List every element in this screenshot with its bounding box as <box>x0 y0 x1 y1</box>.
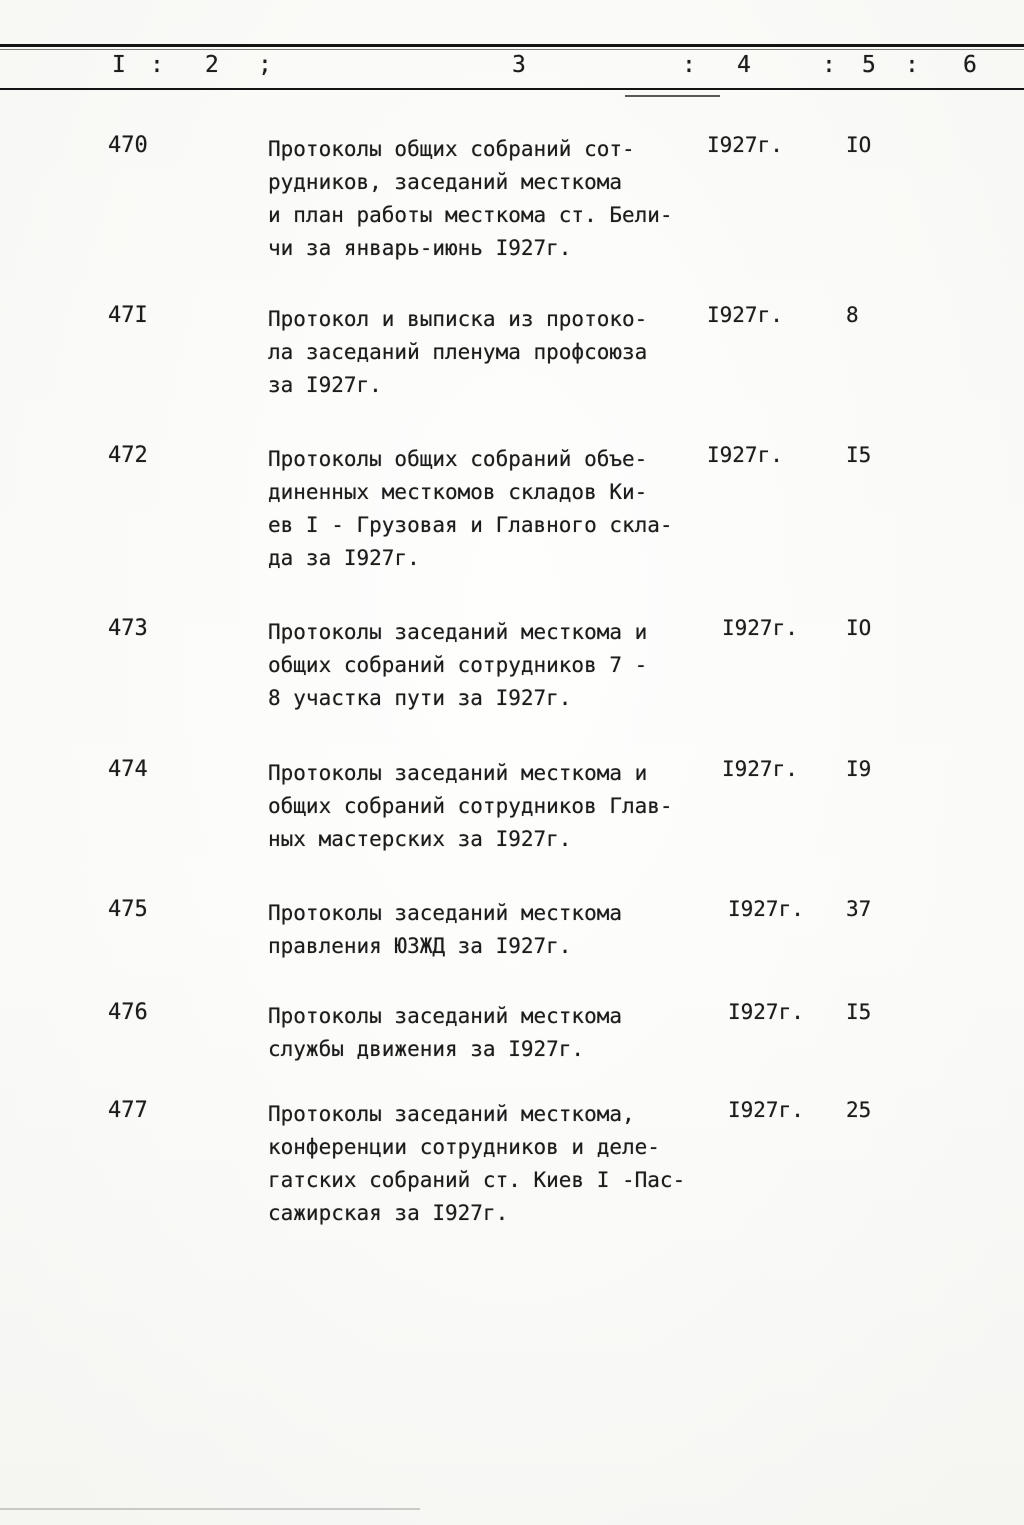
column-header-cell: 2 <box>205 52 220 78</box>
column-header-cell: I <box>112 52 127 78</box>
entry-year: I927г. <box>707 303 783 327</box>
entry-number: 474 <box>108 757 148 782</box>
entry-description-line: правления ЮЗЖД за I927г. <box>268 934 572 958</box>
entry-sheet-count: I5 <box>846 443 872 467</box>
column-header-cell: 6 <box>963 52 978 78</box>
entry-description-line: Протоколы заседаний месткома и <box>268 761 648 785</box>
entry-description-line: общих собраний сотрудников 7 - <box>268 653 648 677</box>
column-header-cell: : <box>150 52 165 78</box>
entry-description-line: Протоколы заседаний месткома, <box>268 1102 635 1126</box>
header-rule-top <box>0 44 1024 47</box>
entry-description-line: ла заседаний пленума профсоюза <box>268 340 648 364</box>
entry-description-line: сажирская за I927г. <box>268 1201 509 1225</box>
entry-description <box>268 1098 728 1230</box>
entry-number: 477 <box>108 1098 148 1123</box>
entry-description <box>268 897 728 963</box>
column-header-cell: 3 <box>512 52 527 78</box>
entry-number: 476 <box>108 1000 148 1025</box>
entry-number: 475 <box>108 897 148 922</box>
column-header-cell: ; <box>258 52 273 78</box>
entry-description-line: гатских собраний ст. Киев I -Пас- <box>268 1168 686 1192</box>
entry-description-line: службы движения за I927г. <box>268 1037 585 1061</box>
entry-number: 472 <box>108 443 148 468</box>
entry-description <box>268 1000 728 1066</box>
entry-description-line: 8 участка пути за I927г. <box>268 686 572 710</box>
entry-year: I927г. <box>728 1000 804 1024</box>
entry-description <box>268 757 728 856</box>
entry-description-line: за I927г. <box>268 373 382 397</box>
entry-description-line: Протоколы заседаний месткома <box>268 901 623 925</box>
entry-year: I927г. <box>728 1098 804 1122</box>
entry-description <box>268 616 728 715</box>
entry-description-line: ных мастерских за I927г. <box>268 827 572 851</box>
entry-number: 473 <box>108 616 148 641</box>
entry-description-line: Протоколы общих собраний объе- <box>268 447 648 471</box>
entry-description <box>268 303 728 402</box>
entry-description-line: ев I - Грузовая и Главного скла- <box>268 513 673 537</box>
entry-year: I927г. <box>722 616 798 640</box>
entry-description-line: Протокол и выписка из протоко- <box>268 307 648 331</box>
column-header-cell: 4 <box>737 52 752 78</box>
entry-sheet-count: I9 <box>846 757 872 781</box>
entry-year: I927г. <box>728 897 804 921</box>
entry-year: I927г. <box>722 757 798 781</box>
entry-description-line: Протоколы заседаний месткома и <box>268 620 648 644</box>
entry-year: I927г. <box>707 443 783 467</box>
entry-sheet-count: 25 <box>846 1098 872 1122</box>
entry-description <box>268 443 728 575</box>
entry-sheet-count: 37 <box>846 897 872 921</box>
entry-description-line: да за I927г. <box>268 546 420 570</box>
header-rule-top-secondary <box>0 49 1024 50</box>
entry-sheet-count: 8 <box>846 303 859 327</box>
footer-rule-artifact <box>0 1508 420 1510</box>
column-header-cell: 5 <box>862 52 877 78</box>
header-rule-artifact <box>625 95 720 97</box>
column-header-cell: : <box>682 52 697 78</box>
entry-sheet-count: IO <box>846 616 872 640</box>
entry-description <box>268 133 728 265</box>
column-header-cell: : <box>905 52 920 78</box>
entry-description-line: диненных месткомов складов Ки- <box>268 480 648 504</box>
entry-description-line: конференции сотрудников и деле- <box>268 1135 660 1159</box>
entry-sheet-count: IO <box>846 133 872 157</box>
entry-year: I927г. <box>707 133 783 157</box>
entry-number: 470 <box>108 133 148 158</box>
entry-description-line: общих собраний сотрудников Глав- <box>268 794 673 818</box>
entry-sheet-count: I5 <box>846 1000 872 1024</box>
entry-number: 47I <box>108 303 148 328</box>
entry-description-line: Протоколы общих собраний сот- <box>268 137 635 161</box>
column-header-cell: : <box>822 52 837 78</box>
header-rule-bottom <box>0 88 1024 90</box>
entry-description-line: рудников, заседаний месткома <box>268 170 623 194</box>
entry-description-line: чи за январь-июнь I927г. <box>268 236 572 260</box>
entry-description-line: и план работы месткома ст. Бели- <box>268 203 673 227</box>
entry-description-line: Протоколы заседаний месткома <box>268 1004 623 1028</box>
